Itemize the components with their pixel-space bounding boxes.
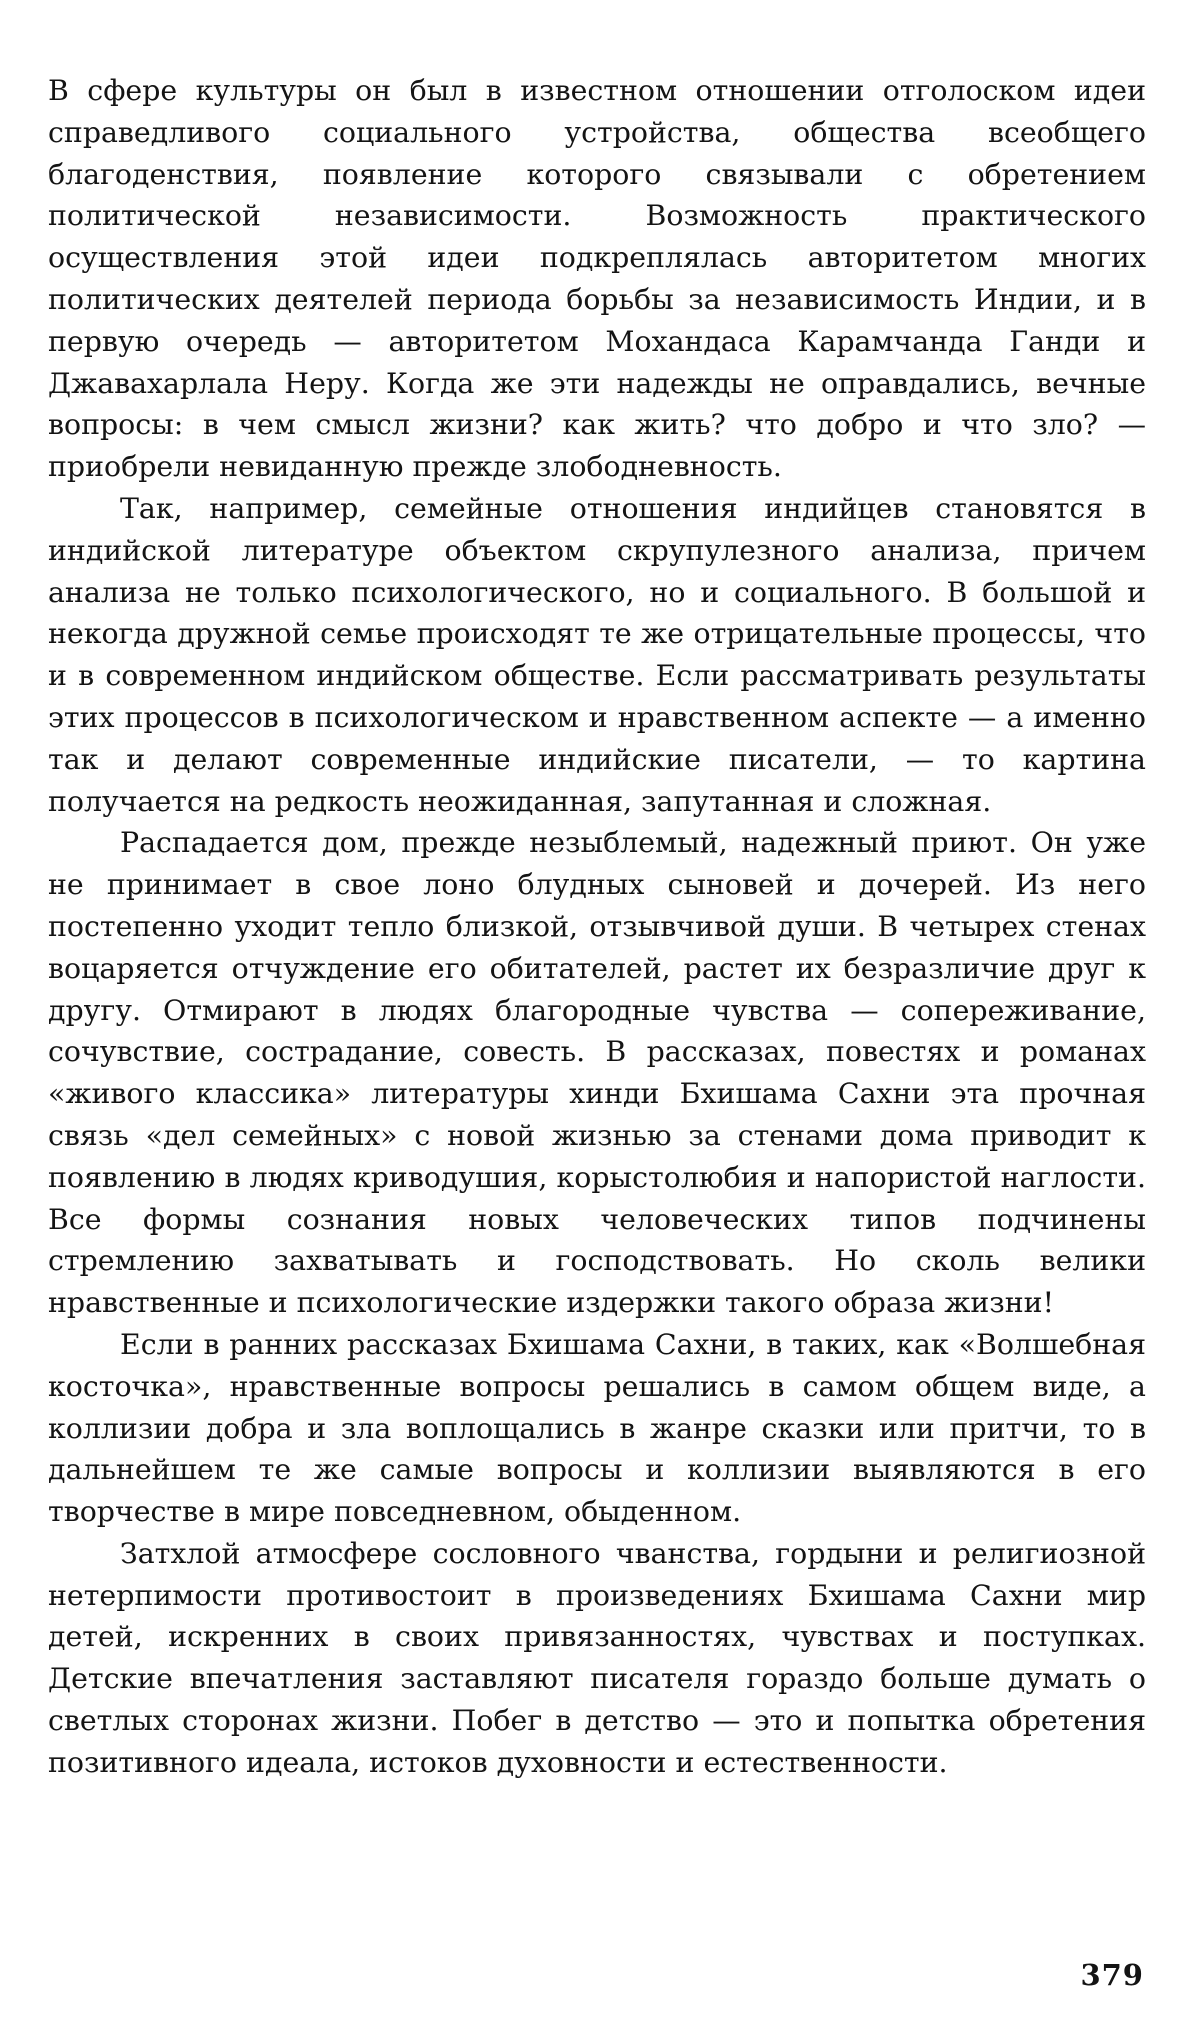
page-number: 379: [1080, 1958, 1144, 1992]
paragraph-1: В сфере культуры он был в известном отношении отголоском идеи справедливого социального устройства, общества всеобщего благоденствия, появление которого связывали с обретением политической независимости. Возможность практического осуществления этой идеи подкреплялась авторитетом многих политических деятелей периода борьбы за независимость Индии, и в первую очередь — авторитетом Мохандаса Карамчанда Ганди и Джавахарлала Неру. Когда же эти надежды не оправдались, вечные вопросы: в чем смысл жизни? как жить? что добро и что зло? — приобрели невиданную прежде злободневность.: [48, 74, 1146, 484]
paragraph-5: Затхлой атмосфере сословного чванства, гордыни и религиозной нетерпимости противостоит в произведениях Бхишама Сахни мир детей, искренних в своих привязанностях, чувствах и поступках. Детские впечатления заставляют писателя гораздо больше думать о светлых сторонах жизни. Побег в детство — это и попытка обретения позитивного идеала, истоков духовности и естественности.: [48, 1536, 1146, 1779]
paragraph-4: Если в ранних рассказах Бхишама Сахни, в таких, как «Волшебная косточка», нравственные вопросы решались в самом общем виде, а коллизии добра и зла воплощались в жанре сказки или притчи, то в дальнейшем те же самые вопросы и коллизии выявляются в его творчестве в мире повседневном, обыденном.: [48, 1327, 1146, 1529]
paragraph-3: Распадается дом, прежде незыблемый, надежный приют. Он уже не принимает в свое лоно блудных сыновей и дочерей. Из него постепенно уходит тепло близкой, отзывчивой души. В четырех стенах воцаряется отчуждение его обитателей, растет их безразличие друг к другу. Отмирают в людях благородные чувства — сопереживание, сочувствие, сострадание, совесть. В рассказах, повестях и романах «живого классика» литературы хинди Бхишама Сахни эта прочная связь «дел семейных» с новой жизнью за стенами дома приводит к появлению в людях криводушия, корыстолюбия и напористой наглости. Все формы сознания новых человеческих типов подчинены стремлению захватывать и господствовать. Но сколь велики нравственные и психологические издержки такого образа жизни!: [48, 826, 1146, 1320]
page-body: [48, 70, 1146, 1784]
paragraph-2: Так, например, семейные отношения индийцев становятся в индийской литературе объектом скрупулезного анализа, причем анализа не только психологического, но и социального. В большой и некогда дружной семье происходят те же отрицательные процессы, что и в современном индийском обществе. Если рассматривать результаты этих процессов в психологическом и нравственном аспекте — а именно так и делают современные индийские писатели, — то картина получается на редкость неожиданная, запутанная и сложная.: [48, 491, 1146, 818]
